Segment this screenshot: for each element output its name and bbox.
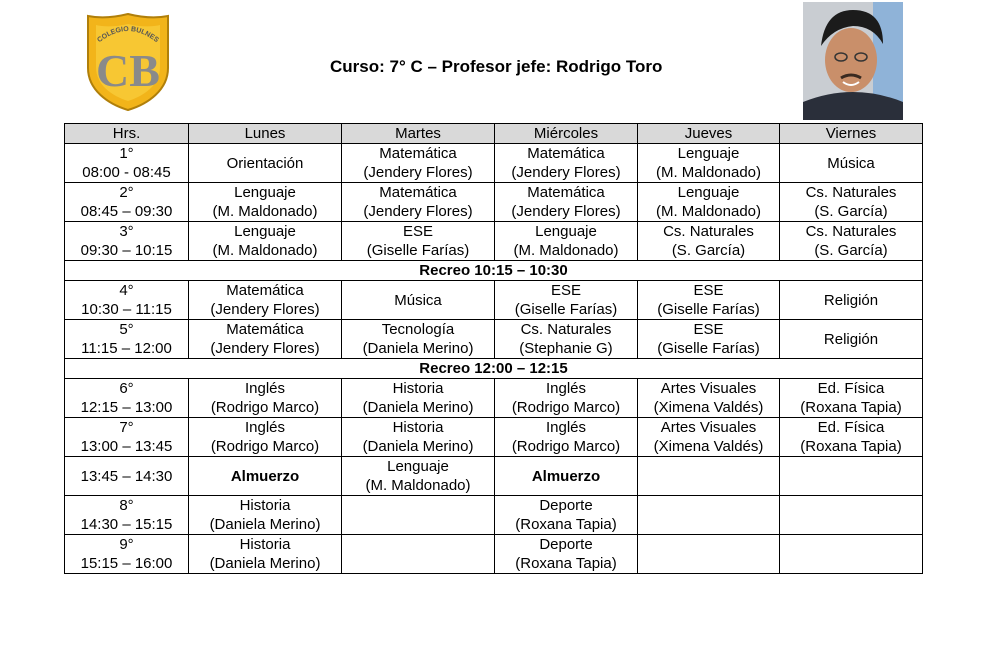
period-number: 9° xyxy=(119,536,134,553)
teacher-name: (Rodrigo Marco) xyxy=(511,399,621,416)
teacher-name: (Roxana Tapia) xyxy=(800,399,902,416)
teacher-name: (Stephanie G) xyxy=(519,340,613,357)
period-cell xyxy=(65,379,189,418)
teacher-name: (Jendery Flores) xyxy=(363,203,473,220)
subject-name: Música xyxy=(827,154,875,172)
subject-name: Cs. Naturales xyxy=(663,223,754,240)
class-cell xyxy=(638,496,780,535)
recess-row xyxy=(65,359,923,379)
class-cell xyxy=(638,535,780,574)
period-time: 09:30 – 10:15 xyxy=(80,242,173,259)
subject-name: Ed. Física xyxy=(817,380,885,397)
class-cell xyxy=(780,496,923,535)
class-cell xyxy=(780,418,923,457)
header-jueves: Jueves xyxy=(638,124,780,144)
class-cell xyxy=(495,222,638,261)
class-cell xyxy=(189,183,342,222)
subject-name: Lenguaje xyxy=(234,184,296,201)
period-number: 6° xyxy=(119,380,134,397)
class-cell xyxy=(189,457,342,496)
class-cell xyxy=(189,144,342,183)
subject-name: Lenguaje xyxy=(387,458,449,475)
table-row xyxy=(65,418,923,457)
period-cell xyxy=(65,496,189,535)
class-cell xyxy=(342,496,495,535)
table-row xyxy=(65,281,923,320)
subject-name: Artes Visuales xyxy=(660,419,757,436)
teacher-name: (Giselle Farías) xyxy=(514,301,618,318)
table-row xyxy=(65,535,923,574)
table-row xyxy=(65,457,923,496)
teacher-name: (Jendery Flores) xyxy=(363,164,473,181)
class-cell xyxy=(495,496,638,535)
class-cell xyxy=(638,281,780,320)
teacher-name: (Roxana Tapia) xyxy=(515,516,617,533)
teacher-name: (Jendery Flores) xyxy=(210,340,320,357)
subject-name: ESE xyxy=(693,282,724,299)
teacher-name: (Giselle Farías) xyxy=(657,301,760,318)
period-time: 13:00 – 13:45 xyxy=(80,438,173,455)
teacher-name: (Giselle Farías) xyxy=(366,242,470,259)
teacher-name: (Rodrigo Marco) xyxy=(511,438,621,455)
teacher-name: (Daniela Merino) xyxy=(209,516,321,533)
class-cell xyxy=(495,418,638,457)
subject-name: Lenguaje xyxy=(234,223,296,240)
teacher-name: (Daniela Merino) xyxy=(362,438,474,455)
class-cell xyxy=(342,222,495,261)
header-lunes: Lunes xyxy=(189,124,342,144)
teacher-name: (Ximena Valdés) xyxy=(653,438,764,455)
class-cell xyxy=(189,535,342,574)
period-cell xyxy=(65,183,189,222)
teacher-name: (Daniela Merino) xyxy=(362,399,474,416)
class-cell xyxy=(780,457,923,496)
logo-arc-text: COLEGIO BULNES xyxy=(96,25,160,45)
teacher-name: (Daniela Merino) xyxy=(362,340,474,357)
class-cell xyxy=(780,222,923,261)
period-cell xyxy=(65,457,189,496)
teacher-name: (S. García) xyxy=(671,242,746,259)
header-hrs: Hrs. xyxy=(65,124,189,144)
subject-name: Matemática xyxy=(527,145,605,162)
class-cell xyxy=(495,535,638,574)
subject-name: Cs. Naturales xyxy=(520,321,612,338)
subject-name: Almuerzo xyxy=(531,467,601,485)
page-title: Curso: 7° C – Profesor jefe: Rodrigo Toro xyxy=(330,57,663,76)
class-cell xyxy=(638,222,780,261)
class-cell xyxy=(780,281,923,320)
subject-name: Lenguaje xyxy=(535,223,597,240)
class-cell xyxy=(495,320,638,359)
subject-name: ESE xyxy=(402,223,433,240)
class-cell xyxy=(638,183,780,222)
subject-name: Religión xyxy=(823,291,879,309)
header-martes: Martes xyxy=(342,124,495,144)
class-cell xyxy=(638,144,780,183)
teacher-name: (S. García) xyxy=(814,242,888,259)
recess-row xyxy=(65,261,923,281)
table-row xyxy=(65,496,923,535)
teacher-name: (Roxana Tapia) xyxy=(515,555,617,572)
subject-name: Deporte xyxy=(539,497,593,514)
period-cell xyxy=(65,144,189,183)
class-cell xyxy=(780,320,923,359)
class-cell xyxy=(495,144,638,183)
subject-name: Lenguaje xyxy=(677,145,740,162)
period-cell xyxy=(65,418,189,457)
teacher-name: (M. Maldonado) xyxy=(365,477,471,494)
teacher-name: (S. García) xyxy=(814,203,888,220)
subject-name: ESE xyxy=(550,282,581,299)
subject-name: Tecnología xyxy=(381,321,455,338)
period-time: 13:45 – 14:30 xyxy=(80,467,173,485)
class-cell xyxy=(638,457,780,496)
table-row xyxy=(65,320,923,359)
class-cell xyxy=(342,457,495,496)
subject-name: Artes Visuales xyxy=(660,380,757,397)
teacher-name: (Rodrigo Marco) xyxy=(210,438,320,455)
teacher-name: (Rodrigo Marco) xyxy=(210,399,320,416)
period-number: 4° xyxy=(119,282,134,299)
class-cell xyxy=(342,535,495,574)
teacher-name: (Ximena Valdés) xyxy=(653,399,764,416)
class-cell xyxy=(638,379,780,418)
subject-name: Deporte xyxy=(539,536,593,553)
class-cell xyxy=(495,281,638,320)
period-time: 10:30 – 11:15 xyxy=(81,301,172,318)
teacher-name: (Daniela Merino) xyxy=(209,555,321,572)
period-cell xyxy=(65,222,189,261)
school-logo xyxy=(86,12,170,112)
class-cell xyxy=(342,144,495,183)
logo-letters: CB xyxy=(96,45,160,96)
subject-name: Inglés xyxy=(545,380,587,397)
teacher-name: (M. Maldonado) xyxy=(212,203,318,220)
teacher-name: (M. Maldonado) xyxy=(655,203,762,220)
class-cell xyxy=(780,535,923,574)
header-viernes: Viernes xyxy=(780,124,923,144)
subject-name: Historia xyxy=(392,419,444,436)
class-cell xyxy=(189,496,342,535)
teacher-name: (M. Maldonado) xyxy=(655,164,762,181)
subject-name: Inglés xyxy=(244,380,286,397)
period-cell xyxy=(65,320,189,359)
teacher-name: (M. Maldonado) xyxy=(513,242,619,259)
table-row xyxy=(65,222,923,261)
table-row xyxy=(65,144,923,183)
class-cell xyxy=(342,183,495,222)
period-number: 5° xyxy=(119,321,134,338)
subject-name: Inglés xyxy=(545,419,587,436)
subject-name: Ed. Física xyxy=(817,419,885,436)
period-number: 7° xyxy=(119,419,134,436)
subject-name: Matemática xyxy=(226,321,304,338)
period-number: 1° xyxy=(119,145,134,162)
teacher-name: (M. Maldonado) xyxy=(212,242,318,259)
header-miercoles: Miércoles xyxy=(495,124,638,144)
subject-name: Inglés xyxy=(244,419,286,436)
class-cell xyxy=(342,418,495,457)
subject-name: Orientación xyxy=(226,154,304,172)
subject-name: Música xyxy=(394,291,442,309)
header-row xyxy=(65,124,923,144)
recess-label: Recreo 10:15 – 10:30 xyxy=(65,261,923,281)
period-time: 14:30 – 15:15 xyxy=(80,516,173,533)
class-cell xyxy=(495,379,638,418)
period-number: 3° xyxy=(119,223,134,240)
class-cell xyxy=(780,183,923,222)
class-cell xyxy=(342,379,495,418)
subject-name: Matemática xyxy=(379,145,457,162)
period-number: 2° xyxy=(119,184,134,201)
period-time: 15:15 – 16:00 xyxy=(80,555,173,572)
class-cell xyxy=(189,281,342,320)
class-cell xyxy=(780,379,923,418)
teacher-photo xyxy=(803,2,903,120)
subject-name: Cs. Naturales xyxy=(805,223,897,240)
class-cell xyxy=(342,320,495,359)
subject-name: Historia xyxy=(392,380,444,397)
period-cell xyxy=(65,281,189,320)
class-cell xyxy=(342,281,495,320)
period-time: 12:15 – 13:00 xyxy=(80,399,173,416)
class-cell xyxy=(189,379,342,418)
teacher-name: (Jendery Flores) xyxy=(210,301,320,318)
subject-name: Historia xyxy=(239,497,291,514)
schedule-table xyxy=(64,123,923,574)
subject-name: ESE xyxy=(693,321,724,338)
subject-name: Almuerzo xyxy=(230,467,300,485)
class-cell xyxy=(638,320,780,359)
period-time: 08:45 – 09:30 xyxy=(80,203,173,220)
subject-name: Historia xyxy=(239,536,291,553)
period-time: 11:15 – 12:00 xyxy=(81,340,172,357)
period-time: 08:00 - 08:45 xyxy=(82,164,171,181)
teacher-name: (Jendery Flores) xyxy=(511,203,621,220)
recess-label: Recreo 12:00 – 12:15 xyxy=(65,359,923,379)
table-row xyxy=(65,379,923,418)
table-row xyxy=(65,183,923,222)
subject-name: Matemática xyxy=(379,184,457,201)
subject-name: Religión xyxy=(823,330,879,348)
class-cell xyxy=(189,418,342,457)
class-cell xyxy=(495,183,638,222)
period-cell xyxy=(65,535,189,574)
class-cell xyxy=(189,320,342,359)
class-cell xyxy=(189,222,342,261)
period-number: 8° xyxy=(119,497,134,514)
class-cell xyxy=(495,457,638,496)
class-cell xyxy=(780,144,923,183)
subject-name: Matemática xyxy=(226,282,304,299)
teacher-name: (Jendery Flores) xyxy=(511,164,621,181)
subject-name: Matemática xyxy=(527,184,605,201)
subject-name: Cs. Naturales xyxy=(805,184,897,201)
teacher-name: (Roxana Tapia) xyxy=(800,438,902,455)
teacher-name: (Giselle Farías) xyxy=(657,340,760,357)
subject-name: Lenguaje xyxy=(677,184,740,201)
class-cell xyxy=(638,418,780,457)
